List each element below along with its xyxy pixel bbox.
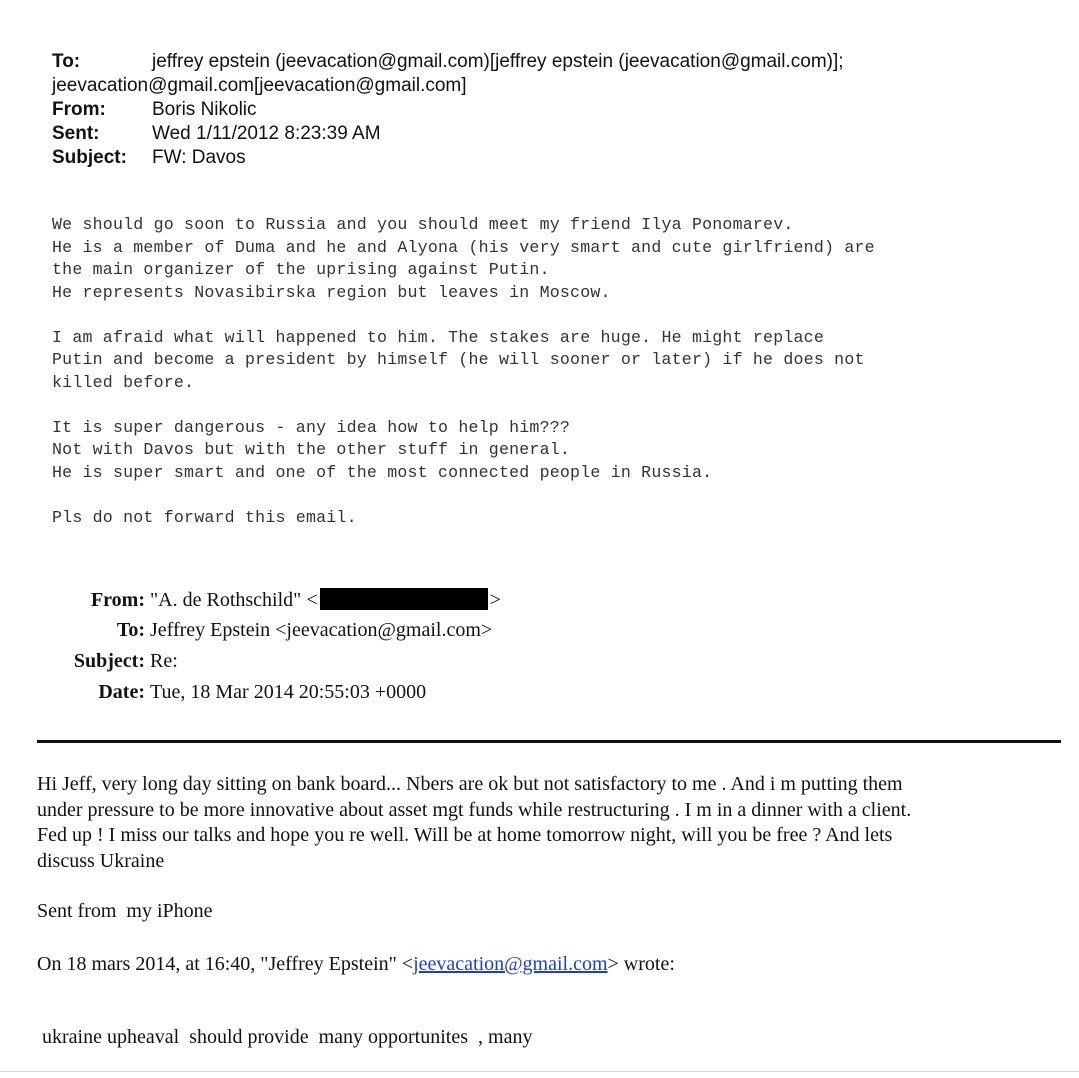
to-label: To: (52, 51, 81, 72)
to-row (52, 50, 1052, 74)
header-divider (37, 740, 1061, 743)
body-line: Pls do not forward this email. (52, 507, 357, 527)
reply-subject-label: Subject: (73, 650, 145, 672)
body-line: He represents Novasibirska region but leaves in Moscow. (52, 282, 611, 302)
body-blank-line (52, 484, 1052, 507)
reply-from-row (40, 588, 740, 619)
email-header-outlook (52, 50, 1052, 170)
body-line: Not with Davos but with the other stuff in general. (52, 440, 571, 459)
body-line: Putin and become a president by himself (he will sooner or later) if he does not (52, 350, 865, 369)
reply-date-value: Tue, 18 Mar 2014 20:55:03 +0000 (150, 681, 427, 703)
reply-date-label: Date: (98, 681, 145, 703)
reply-body-line: discuss Ukraine (37, 849, 165, 872)
reply-body-line: Fed up ! I miss our talks and hope you re well. Will be at home tomorrow night, will you be free ? And lets (37, 824, 893, 846)
body-line: the main organizer of the uprising against Putin. (52, 260, 550, 279)
subject-row (52, 146, 1052, 170)
from-value: Boris Nikolic (152, 99, 257, 120)
reply-from-close: > (489, 589, 501, 611)
reply-from-name: "A. de Rothschild" < (150, 589, 318, 611)
reply-to-row (40, 619, 740, 650)
reply-subject-value: Re: (150, 650, 178, 672)
body-line: I am afraid what will happened to him. The stakes are huge. He might replace (52, 327, 824, 347)
body-blank-line (52, 394, 1052, 417)
sent-label: Sent: (52, 123, 100, 144)
reply-date-row (40, 681, 740, 712)
sent-from-signature: Sent from my iPhone (37, 900, 213, 922)
bottom-border (0, 1071, 1079, 1072)
body-line: He is a member of Duma and he and Alyona (his very smart and cute girlfriend) are (52, 237, 875, 257)
reply-from-label: From: (90, 589, 145, 611)
quote-prefix: On 18 mars 2014, at 16:40, "Jeffrey Epstein" < (37, 953, 414, 975)
email-link[interactable]: jeevacation@gmail.com (413, 953, 608, 975)
body-line: killed before. (52, 372, 195, 392)
reply-subject-row (40, 650, 740, 681)
body-line: It is super dangerous - any idea how to help him??? (52, 417, 571, 437)
quoted-message-line: ukraine upheaval should provide many opportunites , many (42, 1026, 533, 1048)
reply-to-label: To: (116, 619, 145, 641)
quote-attribution (37, 953, 675, 976)
sent-row (52, 122, 1052, 146)
reply-body-line: Hi Jeff, very long day sitting on bank board... Nbers are ok but not satisfactory to me . And i m putting them (37, 773, 903, 795)
sent-value: Wed 1/11/2012 8:23:39 AM (152, 123, 381, 144)
body-line: He is super smart and one of the most connected people in Russia. (52, 462, 713, 482)
from-label: From: (52, 99, 106, 120)
to-row-continued (52, 74, 1052, 98)
to-value-continued: jeevacation@gmail.com[jeevacation@gmail.com] (52, 75, 467, 96)
reply-from-value (150, 588, 501, 612)
email-body-monospace (52, 214, 1052, 529)
quote-suffix: > wrote: (607, 953, 675, 975)
subject-value: FW: Davos (152, 147, 246, 168)
body-blank-line (52, 304, 1052, 327)
email-header-reply (40, 588, 740, 712)
from-row (52, 98, 1052, 122)
reply-to-value: Jeffrey Epstein <jeevacation@gmail.com> (150, 619, 493, 641)
reply-body (37, 772, 1062, 874)
redaction-bar (320, 588, 488, 610)
to-value: jeffrey epstein (jeevacation@gmail.com)[jeffrey epstein (jeevacation@gmail.com)]; (152, 51, 844, 72)
body-line: We should go soon to Russia and you should meet my friend Ilya Ponomarev. (52, 215, 794, 234)
subject-label: Subject: (52, 147, 127, 168)
reply-body-line: under pressure to be more innovative about asset mgt funds while restructuring . I m in a dinner with a client. (37, 798, 912, 821)
